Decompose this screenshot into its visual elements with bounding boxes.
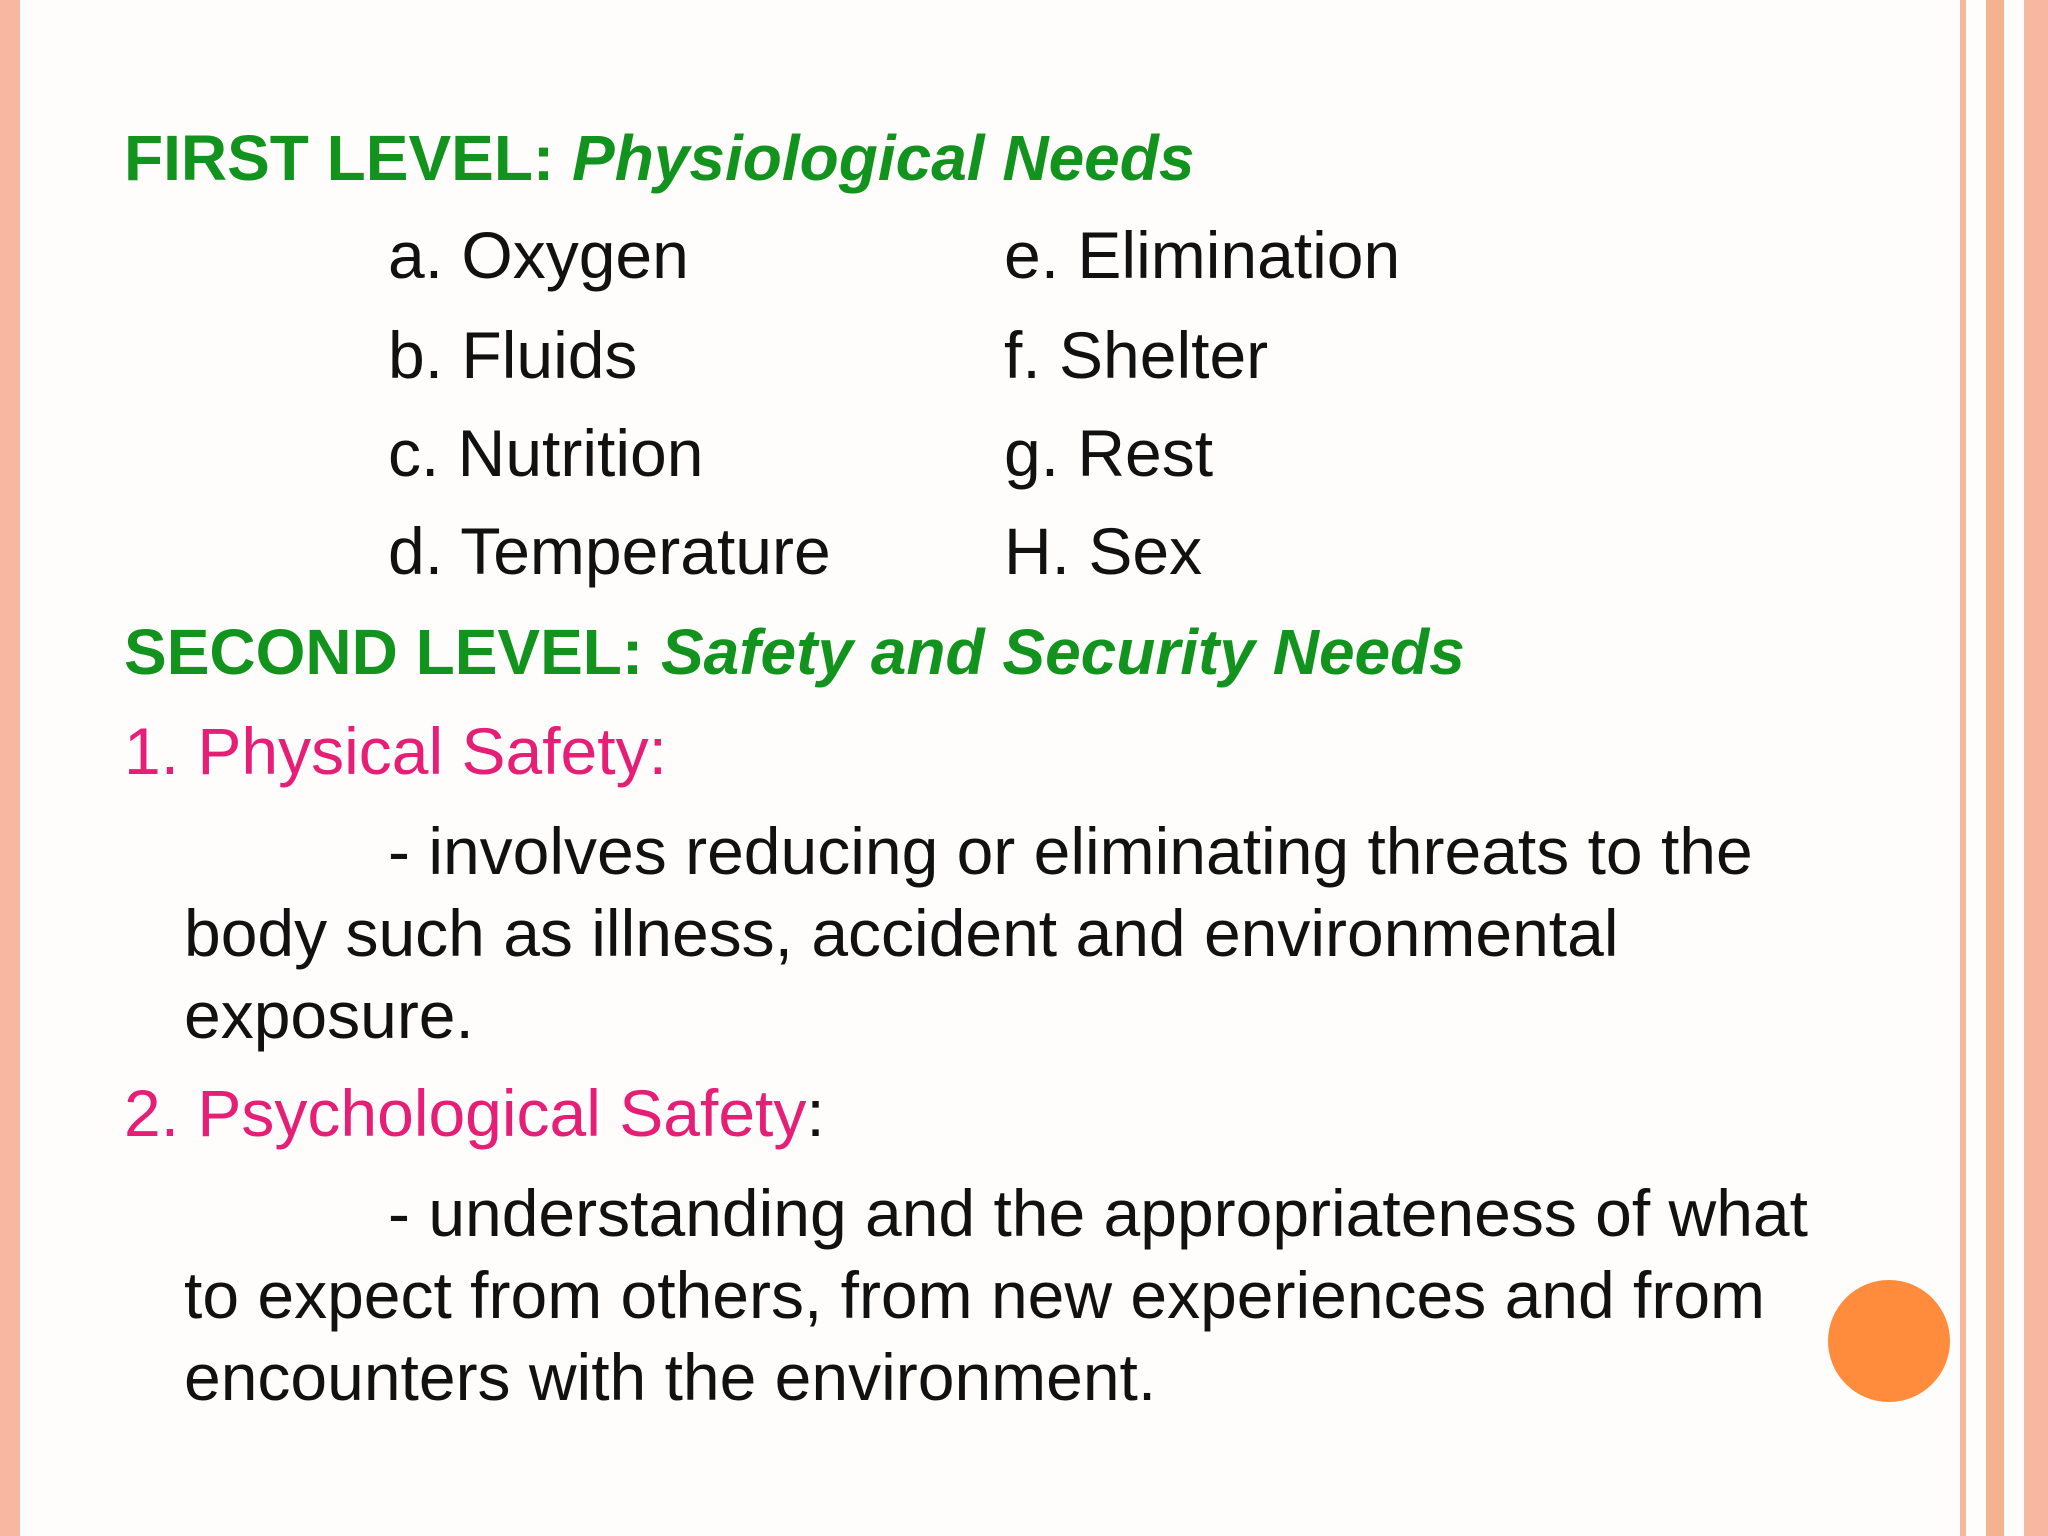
- left-border-stripe: [0, 0, 20, 1536]
- psychological-safety-description-line-3: encounters with the environment.: [184, 1340, 1157, 1414]
- second-level-title: Safety and Security Needs: [660, 616, 1465, 688]
- need-item: c. Nutrition: [388, 416, 704, 490]
- physical-safety-description-line-2: body such as illness, accident and environmental: [184, 896, 1619, 970]
- need-item: b. Fluids: [388, 318, 638, 392]
- first-level-heading: [124, 122, 1195, 194]
- psychological-safety-description-line-1: - understanding and the appropriateness of what: [388, 1176, 1808, 1250]
- need-item: a. Oxygen: [388, 218, 689, 292]
- physical-safety-description-line-3: exposure.: [184, 978, 474, 1052]
- first-level-label: FIRST LEVEL:: [124, 122, 572, 194]
- need-item: H. Sex: [1004, 514, 1203, 588]
- second-level-label: SECOND LEVEL:: [124, 616, 661, 688]
- psychological-safety-colon: :: [806, 1076, 825, 1150]
- psychological-safety-description-line-2: to expect from others, from new experiences and from: [184, 1258, 1766, 1332]
- right-border-stripe-middle: [1986, 0, 2004, 1536]
- psychological-safety-heading-text: 2. Psychological Safety: [124, 1076, 807, 1150]
- psychological-safety-heading: [124, 1076, 825, 1150]
- need-item: d. Temperature: [388, 514, 831, 588]
- need-item: f. Shelter: [1004, 318, 1269, 392]
- physical-safety-description-line-1: - involves reducing or eliminating threats to the: [388, 814, 1753, 888]
- right-border-stripe-thin: [1960, 0, 1966, 1536]
- need-item: g. Rest: [1004, 416, 1214, 490]
- need-item: e. Elimination: [1004, 218, 1401, 292]
- second-level-heading: [124, 616, 1465, 688]
- physical-safety-heading: 1. Physical Safety:: [124, 714, 667, 788]
- right-border-stripe-outer: [2024, 0, 2048, 1536]
- first-level-title: Physiological Needs: [572, 122, 1195, 194]
- orange-circle-decoration: [1828, 1280, 1950, 1402]
